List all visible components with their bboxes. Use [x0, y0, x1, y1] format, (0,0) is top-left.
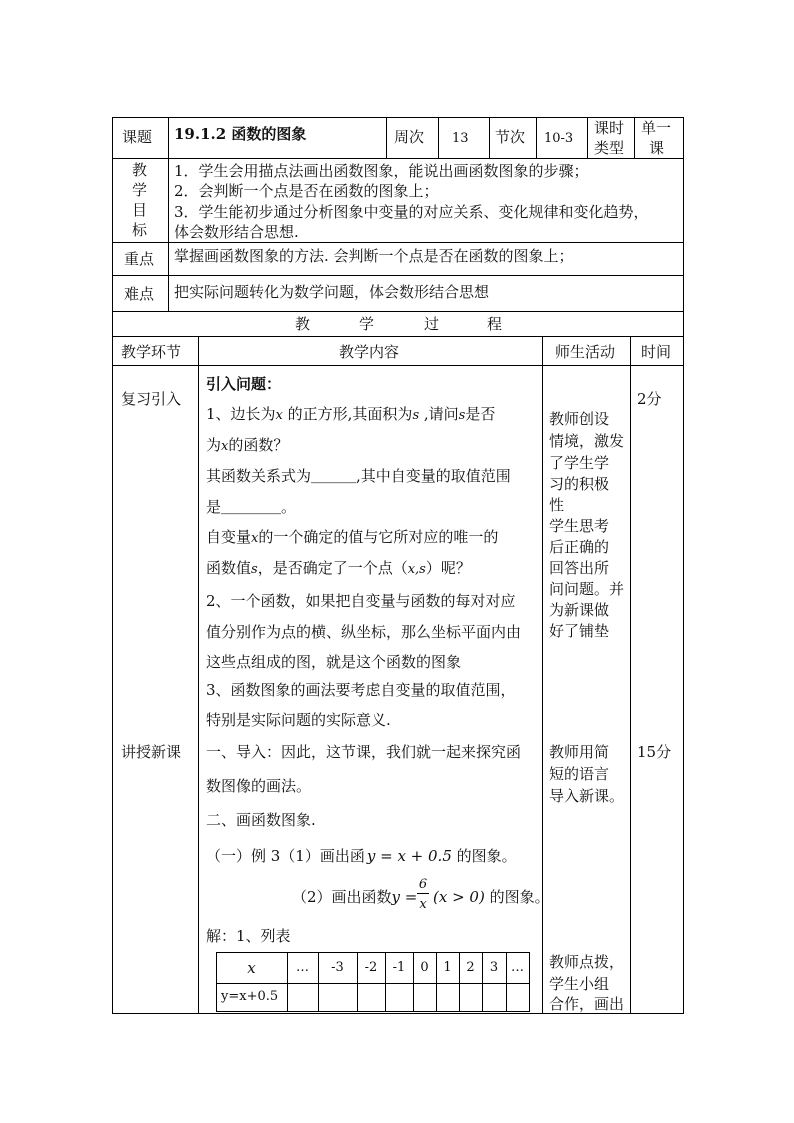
grid-line — [112, 242, 684, 243]
grid-line — [542, 336, 543, 1013]
activity-line: 后正确的 — [549, 538, 610, 556]
grid-line — [630, 336, 631, 1013]
fraction-bar — [417, 893, 429, 894]
value-table-cell: 2 — [466, 960, 475, 975]
math-var: s — [412, 408, 420, 423]
grid-line — [168, 117, 169, 311]
topic-label: 课题 — [122, 128, 153, 146]
text-part: （一）例 3（1）画出函 — [206, 847, 365, 865]
activity-line: 好了铺垫 — [549, 622, 610, 640]
activity-line: 学生思考 — [549, 517, 610, 535]
process-title-char: 过 — [424, 315, 440, 333]
grid-line — [112, 158, 684, 159]
math-var: x — [221, 439, 229, 454]
point-3-line-1: 3、函数图象的画法要考虑自变量的取值范围， — [206, 681, 516, 699]
math-formula: y = — [391, 888, 418, 906]
activity-line: 学生小组 — [549, 975, 610, 993]
section-label: 节次 — [495, 128, 526, 146]
value-table-cell: 3 — [489, 960, 499, 975]
activity-line: 为新课做 — [549, 601, 610, 619]
intro-title: 引入问题： — [206, 375, 282, 393]
value-table-cell: -3 — [331, 960, 344, 975]
question-1-line-2 — [206, 435, 288, 457]
value-table-cell: 0 — [420, 960, 429, 975]
activity-line: 习的积极 — [549, 475, 610, 493]
solution-label: 解：1、列表 — [206, 927, 291, 945]
goal-line: 体会数形结合思想. — [174, 223, 299, 241]
fraction-denominator: x — [419, 897, 427, 912]
difficulty-label: 难点 — [124, 285, 155, 303]
section-value: 10-3 — [544, 131, 574, 146]
activity-line: 短的语言 — [549, 765, 610, 783]
draw-graph-title: 二、画函数图象. — [206, 811, 316, 829]
process-title-char: 教 — [295, 315, 311, 333]
col-time-header: 时间 — [641, 343, 672, 361]
grid-line — [112, 275, 684, 276]
text-part: 函数值 — [206, 559, 252, 577]
grid-line — [536, 117, 537, 158]
goals-label-char: 标 — [132, 221, 148, 239]
key-points-value: 掌握画函数图象的方法. 会判断一个点是否在函数的图象上； — [174, 247, 574, 265]
goal-line: 2．会判断一个点是否在函数的图象上； — [174, 182, 439, 200]
value-table-cell: … — [296, 960, 309, 975]
example-3-part-2-tail — [433, 887, 550, 907]
lesson-type-label-line2: 类型 — [594, 139, 625, 157]
goals-label-char: 学 — [132, 181, 148, 199]
value-table-cell: -2 — [364, 960, 378, 975]
lesson-type-value-line2: 课 — [649, 139, 665, 157]
grid-line — [489, 117, 490, 158]
goal-line: 1．学生会用描点法画出函数图象，能说出画函数图象的步骤； — [174, 162, 589, 180]
stage-review: 复习引入 — [121, 390, 182, 408]
activity-line: 导入新课。 — [549, 787, 625, 805]
grid-line — [587, 117, 588, 158]
grid-line — [112, 311, 684, 312]
text-part: ,请问 — [419, 405, 459, 423]
time-review: 2分 — [637, 390, 662, 408]
text-part: 的图象。 — [451, 847, 517, 865]
lesson-type-label-line1: 课时 — [594, 119, 625, 137]
text-part: 的函数？ — [228, 436, 289, 454]
value-table-x-label: x — [247, 959, 256, 977]
activity-line: 合作，画出 — [549, 995, 625, 1013]
text-part: 的图象。 — [484, 888, 550, 906]
example-3-part-1 — [206, 846, 517, 866]
text-part: ）呢？ — [425, 559, 471, 577]
text-part: 自变量 — [206, 528, 252, 546]
fraction-numerator: 6 — [418, 877, 428, 892]
goals-label-char: 教 — [132, 161, 148, 179]
point-2-line-3: 这些点组成的图，就是这个函数的图象 — [206, 653, 462, 671]
goal-line: 3．学生能初步通过分析图象中变量的对应关系、变化规律和变化趋势， — [174, 203, 649, 221]
activity-line: 教师用简 — [549, 743, 610, 761]
text-part: 为 — [206, 436, 222, 454]
math-var: x — [251, 531, 259, 546]
grid-line — [438, 117, 439, 158]
col-content-header: 教学内容 — [339, 343, 400, 361]
value-table-cell: … — [511, 960, 524, 975]
math-condition: (x > 0) — [433, 888, 485, 906]
math-var: s — [458, 408, 466, 423]
stage-teach: 讲授新课 — [121, 743, 182, 761]
example-3-part-2-text — [292, 887, 417, 907]
math-var: x,s — [407, 562, 426, 577]
activity-line: 教师点拨， — [549, 953, 625, 971]
text-part: ，是否确定了一个点（ — [257, 559, 408, 577]
activity-line: 问问题。并 — [549, 580, 625, 598]
independent-variable-line — [206, 527, 498, 549]
process-title-char: 学 — [359, 315, 375, 333]
value-table-cell: 1 — [443, 960, 452, 975]
text-part: 的正方形,其面积为 — [282, 405, 413, 423]
text-part: （2）画出函数 — [292, 888, 392, 906]
col-activity-header: 师生活动 — [555, 343, 616, 361]
activity-line: 了学生学 — [549, 454, 610, 472]
text-part: 的一个确定的值与它所对应的唯一的 — [258, 528, 499, 546]
expression-line: 其函数关系式为＿＿＿,其中自变量的取值范围 — [206, 467, 511, 485]
value-table-cell: -1 — [392, 960, 406, 975]
point-3-line-2: 特别是实际问题的实际意义. — [206, 711, 391, 729]
text-part: 是否 — [465, 405, 496, 423]
question-1-line-1 — [206, 404, 495, 426]
value-table-line — [529, 952, 530, 1012]
lead-in-line-1: 一、导入：因此，这节课，我们就一起来探究函 — [206, 743, 522, 761]
difficulty-value: 把实际问题转化为数学问题，体会数形结合思想 — [174, 283, 490, 301]
week-label: 周次 — [394, 128, 425, 146]
activity-line: 教师创设 — [549, 410, 610, 428]
function-value-line — [206, 558, 471, 580]
grid-line — [386, 117, 387, 158]
text-part: 1、边长为 — [206, 405, 276, 423]
activity-line: 情境，激发 — [549, 432, 625, 450]
lead-in-line-2: 数图像的画法。 — [206, 777, 312, 795]
process-title-char: 程 — [487, 315, 503, 333]
activity-line: 回答出所 — [549, 559, 610, 577]
activity-line: 性 — [549, 496, 565, 514]
key-points-label: 重点 — [124, 250, 155, 268]
col-stage-header: 教学环节 — [121, 343, 182, 361]
grid-line — [198, 336, 199, 1013]
math-var: x — [275, 408, 283, 423]
grid-line — [634, 117, 635, 158]
math-var: s — [251, 562, 258, 577]
time-teach: 15分 — [637, 743, 672, 761]
value-table-y-label: y=x+0.5 — [221, 989, 279, 1004]
math-formula: y = x + 0.5 — [366, 847, 452, 865]
topic-value: 19.1.2 函数的图象 — [174, 125, 307, 143]
goals-label-char: 目 — [132, 201, 148, 219]
week-value: 13 — [452, 131, 469, 146]
range-line: 是＿＿＿＿。 — [206, 498, 297, 516]
grid-line — [683, 117, 684, 1014]
point-2-line-1: 2、一个函数，如果把自变量与函数的每对对应 — [206, 592, 516, 610]
lesson-type-value-line1: 单一 — [641, 119, 672, 137]
point-2-line-2: 值分别作为点的横、纵坐标，那么坐标平面内由 — [206, 623, 522, 641]
grid-line — [112, 117, 113, 1014]
